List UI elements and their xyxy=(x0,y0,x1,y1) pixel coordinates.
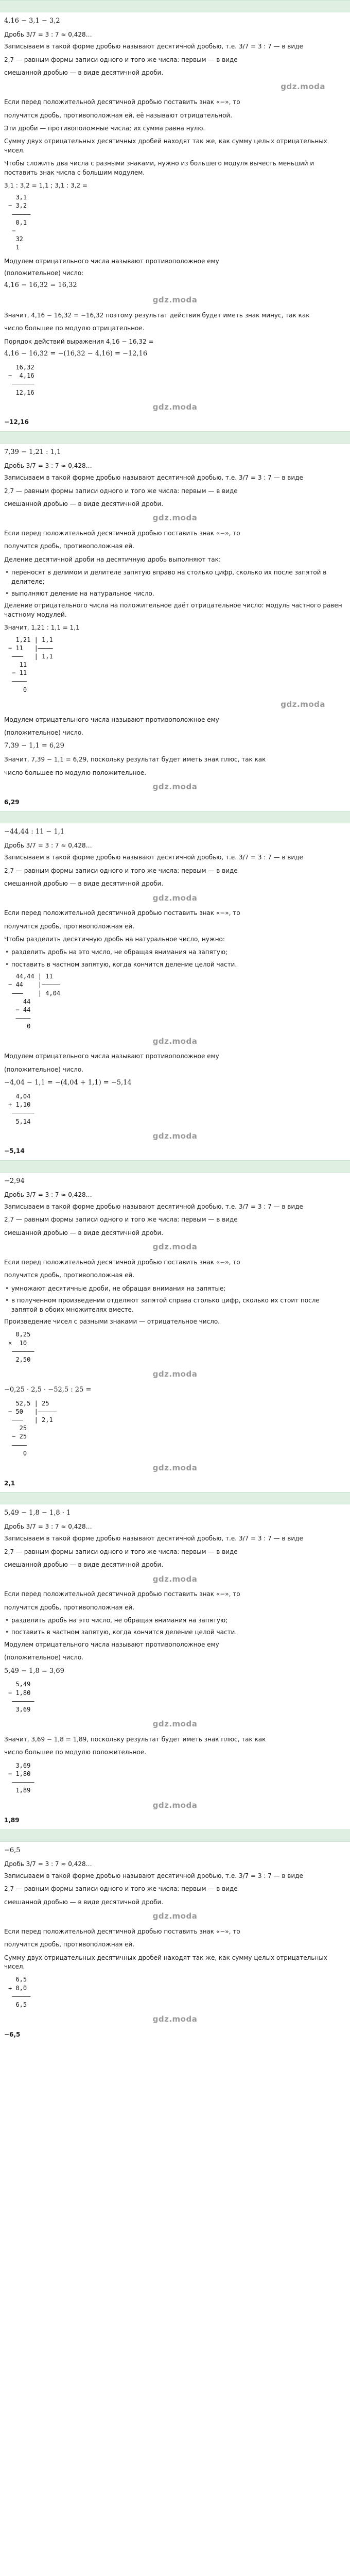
rule-bullet: • умножают десятичные дроби, не обращая внимания на запятые; xyxy=(11,1284,346,1293)
explanation-paragraph: Записываем в такой форме дробью называют десятичной дробью, т.е. 3/7 = 3 : 7 — в виде xyxy=(4,854,303,861)
math-expression: −6,5 xyxy=(4,1846,21,1854)
site-watermark: gdz.moda xyxy=(152,893,198,903)
explanation-line: Модулем отрицательного числа называют противоположное ему xyxy=(4,257,219,265)
explanation-paragraph: Значит, 3,69 − 1,8 = 1,89, поскольку результат будет иметь знак плюс, так как xyxy=(4,1735,266,1743)
explanation-paragraph: 2,7 — равным формы записи одного и того же числа: первым — в виде xyxy=(4,867,238,874)
solution-section xyxy=(4,1829,346,2040)
site-watermark: gdz.moda xyxy=(152,1036,198,1046)
explanation-paragraph: Сумму двух отрицательных десятичных дробей находят так же, как сумму целых отрицательных чисел. xyxy=(4,1954,327,1970)
site-watermark: gdz.moda xyxy=(152,1369,198,1379)
rule-bullet: • выполняют деление на натуральное число. xyxy=(11,589,346,598)
column-calculation: 0,25 × 10 —————— 2,50 xyxy=(8,1331,34,1363)
site-watermark: gdz.moda xyxy=(152,1463,198,1472)
answer-line: −6,5 xyxy=(4,2030,21,2038)
answer-line: 1,89 xyxy=(4,1817,20,1824)
solution-section xyxy=(4,431,346,807)
rule-bullet: • разделить дробь на это число, не обращая внимания на запятую; xyxy=(11,948,346,957)
explanation-line: Порядок действий выражения 4,16 − 16,32 = xyxy=(4,337,154,345)
solution-section xyxy=(4,811,346,1156)
explanation-paragraph: (положительное) число. xyxy=(4,1654,83,1662)
column-calculation: 52,5 | 25 − 50 |————— ——— | 2,1 25 − 25 ———— 0 xyxy=(8,1399,57,1457)
explanation-paragraph: Эти дроби — противоположные числа; их сумма равна нулю. xyxy=(4,124,205,132)
math-expression: −4,04 − 1,1 = −(4,04 + 1,1) = −5,14 xyxy=(4,1079,132,1087)
explanation-paragraph: Модулем отрицательного числа называют противоположное ему xyxy=(4,1053,219,1060)
solution-section xyxy=(4,1160,346,1488)
explanation-paragraph: Значит, 4,16 − 16,32 = −16,32 поэтому результат действия будет иметь знак минус, так как xyxy=(4,311,310,319)
section-header-band xyxy=(0,1160,350,1173)
math-expression: 7,39 − 1,21 : 1,1 xyxy=(4,448,61,456)
math-expression: −44,44 : 11 − 1,1 xyxy=(4,828,65,836)
rule-bullet: • в полученном произведении отделяют запятой справа столько цифр, сколько их стоит после запятой в обоих множителях вместе. xyxy=(11,1296,346,1314)
explanation-paragraph: 2,7 — равным формы записи одного и того же числа: первым — в виде xyxy=(4,1548,238,1555)
explanation-paragraph: Модулем отрицательного числа называют противоположное ему xyxy=(4,716,219,723)
column-calculation: 16,32 − 4,16 —————— 12,16 xyxy=(8,363,34,396)
site-watermark: gdz.moda xyxy=(152,1800,198,1810)
explanation-line: 3,1 : 3,2 = 1,1 ; 3,1 : 3,2 = xyxy=(4,181,87,189)
explanation-paragraph: Деление десятичной дроби на десятичную дробь выполняют так: xyxy=(4,555,221,563)
explanation-line: Дробь 3/7 = 3 : 7 ≈ 0,428… xyxy=(4,462,92,469)
column-calculation: 44,44 | 11 − 44 |————— ——— | 4,04 44 − 44 ———— 0 xyxy=(8,973,61,1030)
explanation-paragraph: Чтобы сложить два числа с разными знаками, нужно из большего модуля вычесть меньший и поставить знак числа с большим модулем. xyxy=(4,160,314,176)
explanation-paragraph: смешанной дробью — в виде десятичной дроби. xyxy=(4,500,164,507)
site-watermark: gdz.moda xyxy=(152,1719,198,1729)
answer-line: 6,29 xyxy=(4,798,20,806)
math-expression: 4,16 − 16,32 = 16,32 xyxy=(4,281,77,290)
column-calculation: 6,5 + 0,0 ————— 6,5 xyxy=(8,1976,31,2008)
explanation-paragraph: Чтобы разделить десятичную дробь на натуральное число, нужно: xyxy=(4,936,225,943)
explanation-paragraph: Если перед положительной десятичной дробью поставить знак «−», то xyxy=(4,1590,240,1598)
explanation-paragraph: 2,7 — равным формы записи одного и того же числа: первым — в виде xyxy=(4,1216,238,1224)
column-calculation: 3,69 − 1,80 —————— 1,89 xyxy=(8,1761,34,1794)
explanation-paragraph: получится дробь, противоположная ей. xyxy=(4,543,135,550)
explanation-paragraph: получится дробь, противоположная ей. xyxy=(4,1272,135,1279)
explanation-line: Дробь 3/7 = 3 : 7 ≈ 0,428… xyxy=(4,842,92,849)
explanation-paragraph: смешанной дробью — в виде десятичной дроби. xyxy=(4,1229,164,1236)
explanation-paragraph: число большее по модулю положительное. xyxy=(4,769,147,776)
rule-bullet: • поставить в частном запятую, когда кончится деление целой части. xyxy=(11,960,346,969)
site-watermark: gdz.moda xyxy=(152,1911,198,1921)
answer-line: −5,14 xyxy=(4,1147,25,1155)
column-calculation: 4,04 + 1,10 —————— 5,14 xyxy=(8,1092,34,1125)
explanation-paragraph: Записываем в такой форме дробью называют десятичной дробью, т.е. 3/7 = 3 : 7 — в виде xyxy=(4,1872,303,1879)
explanation-paragraph: Модулем отрицательного числа называют противоположное ему xyxy=(4,1640,219,1648)
column-calculation: 5,49 − 1,80 —————— 3,69 xyxy=(8,1681,34,1714)
explanation-paragraph: Если перед положительной десятичной дробью поставить знак «−», то xyxy=(4,909,240,917)
site-watermark: gdz.moda xyxy=(152,513,198,523)
rule-bullet: • поставить в частном запятую, когда кончится деление целой части. xyxy=(11,1628,346,1637)
site-watermark: gdz.moda xyxy=(152,295,198,305)
explanation-paragraph: смешанной дробью — в виде десятичной дроби. xyxy=(4,1561,164,1569)
explanation-line: (положительное) число: xyxy=(4,269,84,277)
math-expression: 4,16 − 16,32 = −(16,32 − 4,16) = −12,16 xyxy=(4,350,148,358)
explanation-paragraph: Записываем в такой форме дробью называют десятичной дробью, т.е. 3/7 = 3 : 7 — в виде xyxy=(4,1203,303,1211)
solution-section xyxy=(4,0,346,427)
explanation-paragraph: Если перед положительной десятичной дробью поставить знак «−», то xyxy=(4,1927,240,1935)
explanation-paragraph: Значит, 7,39 − 1,1 = 6,29, поскольку результат будет иметь знак плюс, так как xyxy=(4,756,266,764)
explanation-line: Дробь 3/7 = 3 : 7 ≈ 0,428… xyxy=(4,30,92,38)
explanation-line: Дробь 3/7 = 3 : 7 ≈ 0,428… xyxy=(4,1522,92,1530)
explanation-paragraph: Деление отрицательного числа на положительное даёт отрицательное число: модуль частного равен частному модулей. xyxy=(4,602,342,618)
explanation-paragraph: смешанной дробью — в виде десятичной дроби. xyxy=(4,69,164,77)
explanation-paragraph: Записываем в такой форме дробью называют десятичной дробью, т.е. 3/7 = 3 : 7 — в виде xyxy=(4,43,303,50)
explanation-paragraph: получится дробь, противоположная ей. xyxy=(4,1941,135,1948)
solution-section xyxy=(4,1492,346,1825)
explanation-paragraph: 2,7 — равным формы записи одного и того же числа: первым — в виде xyxy=(4,1885,238,1893)
explanation-paragraph: Произведение чисел с разными знаками — отрицательное число. xyxy=(4,1317,220,1325)
site-watermark: gdz.moda xyxy=(281,699,325,709)
explanation-paragraph: Записываем в такой форме дробью называют десятичной дробью, т.е. 3/7 = 3 : 7 — в виде xyxy=(4,1535,303,1543)
rule-bullet: • разделить дробь на это число, не обращая внимания на запятую; xyxy=(11,1616,346,1625)
explanation-line: Дробь 3/7 = 3 : 7 ≈ 0,428… xyxy=(4,1860,92,1868)
explanation-paragraph: Записываем в такой форме дробью называют десятичной дробью, т.е. 3/7 = 3 : 7 — в виде xyxy=(4,474,303,482)
section-header-band xyxy=(0,431,350,444)
explanation-paragraph: (положительное) число. xyxy=(4,1065,83,1073)
site-watermark: gdz.moda xyxy=(152,1242,198,1252)
explanation-paragraph: 2,7 — равным формы записи одного и того же числа: первым — в виде xyxy=(4,56,238,63)
explanation-paragraph: Если перед положительной десятичной дробью поставить знак «−», то xyxy=(4,1259,240,1266)
math-expression: 5,49 − 1,8 = 3,69 xyxy=(4,1667,64,1675)
section-header-band xyxy=(0,1829,350,1842)
math-expression: −2,94 xyxy=(4,1177,25,1185)
math-expression: 7,39 − 1,1 = 6,29 xyxy=(4,742,64,750)
site-watermark: gdz.moda xyxy=(281,82,325,92)
math-expression: 4,16 − 3,1 − 3,2 xyxy=(4,17,60,25)
explanation-paragraph: Если перед положительной десятичной дробью поставить знак «−», то xyxy=(4,98,240,106)
answer-line: 2,1 xyxy=(4,1479,15,1487)
explanation-paragraph: смешанной дробью — в виде десятичной дроби. xyxy=(4,1898,164,1906)
site-watermark: gdz.moda xyxy=(152,402,198,412)
explanation-line: Значит, 1,21 : 1,1 = 1,1 xyxy=(4,624,80,632)
site-watermark: gdz.moda xyxy=(152,1131,198,1141)
explanation-paragraph: число большее по модулю отрицательное. xyxy=(4,325,145,332)
site-watermark: gdz.moda xyxy=(152,2014,198,2024)
explanation-paragraph: число большее по модулю положительное. xyxy=(4,1749,147,1756)
section-header-band xyxy=(0,0,350,12)
explanation-paragraph: Если перед положительной десятичной дробью поставить знак «−», то xyxy=(4,530,240,537)
column-calculation: 1,21 | 1,1 − 11 |———— ——— | 1,1 11 − 11 ———— 0 xyxy=(8,636,53,693)
explanation-paragraph: получится дробь, противоположная ей, её называют отрицательной. xyxy=(4,111,233,119)
math-expression: −0,25 · 2,5 · −52,5 : 25 = xyxy=(4,1385,92,1394)
explanation-line: Дробь 3/7 = 3 : 7 ≈ 0,428… xyxy=(4,1191,92,1198)
explanation-paragraph: получится дробь, противоположная ей. xyxy=(4,922,135,930)
section-header-band xyxy=(0,1492,350,1504)
rule-bullet: • переносят в делимом и делителе запятую вправо на столько цифр, сколько их после запятой в делителе; xyxy=(11,568,346,586)
math-expression: 5,49 − 1,8 − 1,8 · 1 xyxy=(4,1509,71,1517)
section-header-band xyxy=(0,811,350,823)
column-calculation: 3,1 − 3,2 ————— 0,1 − 32 1 xyxy=(8,194,31,251)
explanation-paragraph: смешанной дробью — в виде десятичной дроби. xyxy=(4,880,164,888)
explanation-paragraph: Сумму двух отрицательных десятичных дробей находят так же, как сумму целых отрицательных чисел. xyxy=(4,138,327,154)
explanation-paragraph: 2,7 — равным формы записи одного и того же числа: первым — в виде xyxy=(4,487,238,495)
site-watermark: gdz.moda xyxy=(152,782,198,792)
site-watermark: gdz.moda xyxy=(152,1574,198,1584)
explanation-paragraph: (положительное) число. xyxy=(4,729,83,736)
explanation-paragraph: получится дробь, противоположная ей. xyxy=(4,1603,135,1611)
answer-line: −12,16 xyxy=(4,418,29,426)
